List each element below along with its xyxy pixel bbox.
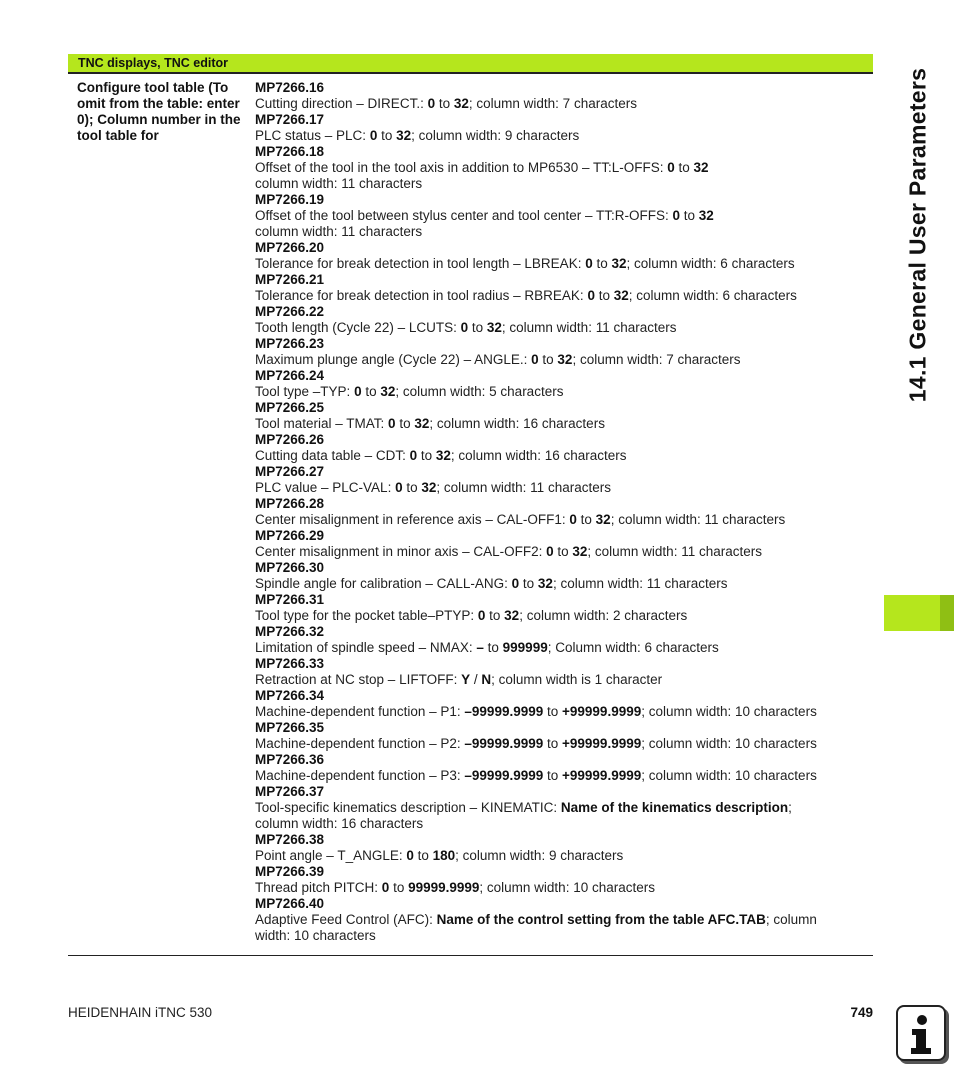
value-bold: 0 (585, 256, 593, 271)
description-text: to (435, 96, 454, 111)
value-bold: 0 (546, 544, 554, 559)
parameter-entry (255, 240, 870, 272)
description-text: Retraction at NC stop – LIFTOFF: (255, 672, 462, 687)
description-text: ; column width: 10 characters (641, 704, 817, 719)
parameter-code: MP7266.30 (255, 560, 325, 575)
description-text: Offset of the tool between stylus center and tool center – TT:R-OFFS: (255, 208, 673, 223)
value-bold: 32 (486, 320, 502, 335)
parameter-description (255, 544, 870, 560)
parameter-code: MP7266.32 (255, 624, 325, 639)
value-bold: –99999.9999 (464, 704, 544, 719)
value-bold: 0 (460, 320, 469, 335)
value-bold: 32 (414, 416, 430, 431)
description-text: Offset of the tool in the tool axis in addition to MP6530 – TT:L-OFFS: (255, 160, 668, 175)
description-text: to (377, 128, 397, 143)
description-text: ; column width: 16 characters (450, 448, 627, 463)
parameter-entry (255, 864, 870, 896)
description-text: ; column width: 11 characters (436, 480, 611, 495)
parameter-entry (255, 592, 870, 624)
parameter-description (255, 704, 870, 720)
description-text: ; column width: 11 characters (587, 544, 762, 559)
parameter-description (255, 880, 870, 896)
parameter-description (255, 416, 870, 432)
parameter-code: MP7266.31 (255, 592, 325, 607)
chapter-thumb-tab (884, 595, 954, 631)
description-text: to (519, 576, 538, 591)
value-bold: 0 (395, 480, 403, 495)
value-bold: 32 (421, 480, 437, 495)
description-text: ; column width: 11 characters (501, 320, 677, 335)
value-bold: –99999.9999 (464, 768, 544, 783)
parameter-code: MP7266.39 (255, 864, 325, 879)
value-bold: 32 (698, 208, 714, 223)
description-text: ; column (765, 912, 817, 927)
parameter-description (255, 224, 870, 240)
row-label: Configure tool table (To omit from the table: enter 0); Column number in the tool table for (77, 80, 241, 143)
description-text: Adaptive Feed Control (AFC): (255, 912, 437, 927)
description-text: ; column width: 10 characters (479, 880, 655, 895)
description-text: ; column width: 9 characters (411, 128, 580, 143)
parameter-code: MP7266.29 (255, 528, 325, 543)
description-text: to (402, 480, 422, 495)
description-text: Machine-dependent function – P1: (255, 704, 465, 719)
description-text: to (679, 208, 699, 223)
value-bold: 32 (537, 576, 553, 591)
description-text: ; column width: 11 characters (610, 512, 786, 527)
parameter-description (255, 384, 870, 400)
parameter-description (255, 128, 870, 144)
description-text: Machine-dependent function – P3: (255, 768, 465, 783)
parameter-entry (255, 528, 870, 560)
description-text: Tolerance for break detection in tool length – LBREAK: (255, 256, 586, 271)
value-bold: 32 (611, 256, 627, 271)
description-text: Center misalignment in minor axis – CAL-OFF2: (255, 544, 547, 559)
value-bold: 0 (427, 96, 436, 111)
parameter-description (255, 288, 870, 304)
parameter-description (255, 320, 870, 336)
parameter-entry (255, 624, 870, 656)
tab-shadow (940, 595, 954, 631)
description-text: ; column width: 7 characters (572, 352, 741, 367)
parameter-description (255, 912, 870, 928)
value-bold: 0 (531, 352, 539, 367)
description-text: to (485, 608, 505, 623)
value-bold: 32 (595, 512, 611, 527)
description-text: Center misalignment in reference axis – CAL-OFF1: (255, 512, 570, 527)
chapter-title: 14.1 General User Parameters (904, 67, 931, 403)
description-text: to (538, 352, 558, 367)
parameter-description (255, 352, 870, 368)
parameter-description (255, 448, 870, 464)
description-text: PLC status – PLC: (255, 128, 370, 143)
value-bold: 99999.9999 (408, 880, 480, 895)
parameter-code: MP7266.25 (255, 400, 325, 415)
parameter-description (255, 928, 870, 944)
description-text: to (468, 320, 487, 335)
description-text: ; (788, 800, 792, 815)
parameter-entry (255, 688, 870, 720)
value-bold: 0 (477, 608, 486, 623)
parameter-description (255, 800, 870, 816)
parameter-description (255, 672, 870, 688)
parameter-code: MP7266.21 (255, 272, 325, 287)
parameter-code: MP7266.40 (255, 896, 325, 911)
parameter-entry (255, 496, 870, 528)
value-bold: 0 (406, 848, 414, 863)
parameter-entry (255, 464, 870, 496)
parameter-entry (255, 784, 870, 832)
value-bold: 32 (693, 160, 709, 175)
parameter-code: MP7266.22 (255, 304, 325, 319)
description-text: Thread pitch PITCH: (255, 880, 382, 895)
parameter-code: MP7266.37 (255, 784, 325, 799)
value-bold: – (476, 640, 484, 655)
description-text: ; column width: 16 characters (429, 416, 605, 431)
chapter-side-title (898, 50, 938, 420)
description-text: Point angle – T_ANGLE: (255, 848, 407, 863)
value-bold: N (481, 672, 492, 687)
value-bold: 0 (569, 512, 577, 527)
table-bottom-rule (68, 955, 873, 956)
parameter-description (255, 96, 870, 112)
description-text: to (413, 848, 433, 863)
value-bold: +99999.9999 (562, 736, 642, 751)
value-bold: Y (461, 672, 471, 687)
parameter-entry (255, 752, 870, 784)
parameter-entry (255, 432, 870, 464)
parameter-code: MP7266.24 (255, 368, 325, 383)
parameter-entry (255, 656, 870, 688)
parameter-description (255, 816, 870, 832)
parameter-code: MP7266.23 (255, 336, 325, 351)
value-bold: Name of the control setting from the table AFC.TAB (436, 912, 766, 927)
section-header: TNC displays, TNC editor (78, 56, 229, 70)
description-text: column width: 16 characters (255, 816, 424, 831)
description-text: Tool-specific kinematics description – KINEMATIC: (255, 800, 561, 815)
description-text: ; Column width: 6 characters (547, 640, 719, 655)
parameter-description (255, 848, 870, 864)
value-bold: 999999 (502, 640, 548, 655)
value-bold: 32 (504, 608, 520, 623)
value-bold: 180 (432, 848, 456, 863)
description-text: PLC value – PLC-VAL: (255, 480, 396, 495)
parameter-code: MP7266.26 (255, 432, 325, 447)
description-text: ; column width is 1 character (491, 672, 663, 687)
parameter-code: MP7266.33 (255, 656, 325, 671)
page-number: 749 (850, 1005, 873, 1020)
value-bold: 0 (587, 288, 595, 303)
description-text: Machine-dependent function – P2: (255, 736, 465, 751)
parameter-code: MP7266.38 (255, 832, 325, 847)
value-bold: +99999.9999 (562, 704, 642, 719)
description-text: to (483, 640, 503, 655)
parameter-description (255, 608, 870, 624)
description-text: Limitation of spindle speed – NMAX: (255, 640, 477, 655)
value-bold: 32 (380, 384, 396, 399)
parameter-entry (255, 112, 870, 144)
footer-product: HEIDENHAIN iTNC 530 (68, 1005, 213, 1020)
description-text: to (553, 544, 573, 559)
parameter-description (255, 208, 870, 224)
parameter-entry (255, 720, 870, 752)
description-text: to (543, 768, 563, 783)
parameter-list (255, 80, 870, 944)
value-bold: +99999.9999 (562, 768, 642, 783)
description-text: to (417, 448, 436, 463)
description-text: Tool material – TMAT: (255, 416, 389, 431)
description-text: to (543, 736, 563, 751)
parameter-code: MP7266.35 (255, 720, 325, 735)
parameter-entry (255, 144, 870, 192)
value-bold: 32 (557, 352, 573, 367)
description-text: width: 10 characters (255, 928, 376, 943)
description-text: to (361, 384, 381, 399)
value-bold: 32 (572, 544, 588, 559)
value-bold: 0 (409, 448, 418, 463)
description-text: ; column width: 10 characters (641, 768, 817, 783)
description-text: to (674, 160, 694, 175)
parameter-entry (255, 336, 870, 368)
description-text: Maximum plunge angle (Cycle 22) – ANGLE.: (255, 352, 532, 367)
description-text: to (389, 880, 409, 895)
parameter-entry (255, 272, 870, 304)
parameter-entry (255, 560, 870, 592)
parameter-description (255, 176, 870, 192)
parameter-entry (255, 192, 870, 240)
info-icon (896, 1005, 946, 1061)
section-header-bar (68, 54, 873, 74)
value-bold: 0 (388, 416, 396, 431)
description-text: ; column width: 10 characters (641, 736, 817, 751)
description-text: ; column width: 9 characters (455, 848, 624, 863)
value-bold: 0 (381, 880, 390, 895)
parameter-entry (255, 400, 870, 432)
description-text: ; column width: 5 characters (395, 384, 564, 399)
parameter-description (255, 160, 870, 176)
value-bold: 0 (354, 384, 362, 399)
parameter-code: MP7266.18 (255, 144, 325, 159)
description-text: Tool type for the pocket table–PTYP: (255, 608, 478, 623)
parameter-code: MP7266.34 (255, 688, 325, 703)
parameter-code: MP7266.16 (255, 80, 325, 95)
description-text: ; column width: 11 characters (552, 576, 728, 591)
description-text: to (576, 512, 596, 527)
description-text: to (594, 288, 614, 303)
description-text: ; column width: 2 characters (519, 608, 688, 623)
description-text: Tooth length (Cycle 22) – LCUTS: (255, 320, 461, 335)
value-bold: –99999.9999 (464, 736, 544, 751)
description-text: ; column width: 6 characters (628, 288, 797, 303)
description-text: Spindle angle for calibration – CALL-ANG: (255, 576, 512, 591)
value-bold: 32 (453, 96, 469, 111)
description-text: Tool type –TYP: (255, 384, 355, 399)
value-bold: 0 (667, 160, 675, 175)
value-bold: 32 (435, 448, 451, 463)
parameter-code: MP7266.20 (255, 240, 325, 255)
description-text: Cutting data table – CDT: (255, 448, 410, 463)
parameter-code: MP7266.28 (255, 496, 325, 511)
parameter-entry (255, 80, 870, 112)
value-bold: 32 (613, 288, 629, 303)
description-text: to (395, 416, 415, 431)
parameter-code: MP7266.36 (255, 752, 325, 767)
description-text: column width: 11 characters (255, 176, 423, 191)
description-text: to (543, 704, 563, 719)
parameter-entry (255, 304, 870, 336)
parameter-entry (255, 832, 870, 864)
parameter-description (255, 640, 870, 656)
parameter-description (255, 512, 870, 528)
parameter-code: MP7266.17 (255, 112, 325, 127)
value-bold: 32 (396, 128, 412, 143)
value-bold: Name of the kinematics description (560, 800, 789, 815)
description-text: ; column width: 7 characters (468, 96, 637, 111)
parameter-description (255, 256, 870, 272)
value-bold: 0 (369, 128, 378, 143)
description-text: ; column width: 6 characters (626, 256, 795, 271)
value-bold: 0 (511, 576, 520, 591)
parameter-code: MP7266.27 (255, 464, 325, 479)
description-text: column width: 11 characters (255, 224, 423, 239)
parameter-description (255, 480, 870, 496)
parameter-code: MP7266.19 (255, 192, 325, 207)
description-text: to (592, 256, 612, 271)
description-text: Cutting direction – DIRECT.: (255, 96, 428, 111)
parameter-description (255, 736, 870, 752)
parameter-entry (255, 896, 870, 944)
parameter-description (255, 768, 870, 784)
value-bold: 0 (672, 208, 680, 223)
description-text: / (470, 672, 482, 687)
parameter-entry (255, 368, 870, 400)
parameter-description (255, 576, 870, 592)
description-text: Tolerance for break detection in tool radius – RBREAK: (255, 288, 588, 303)
